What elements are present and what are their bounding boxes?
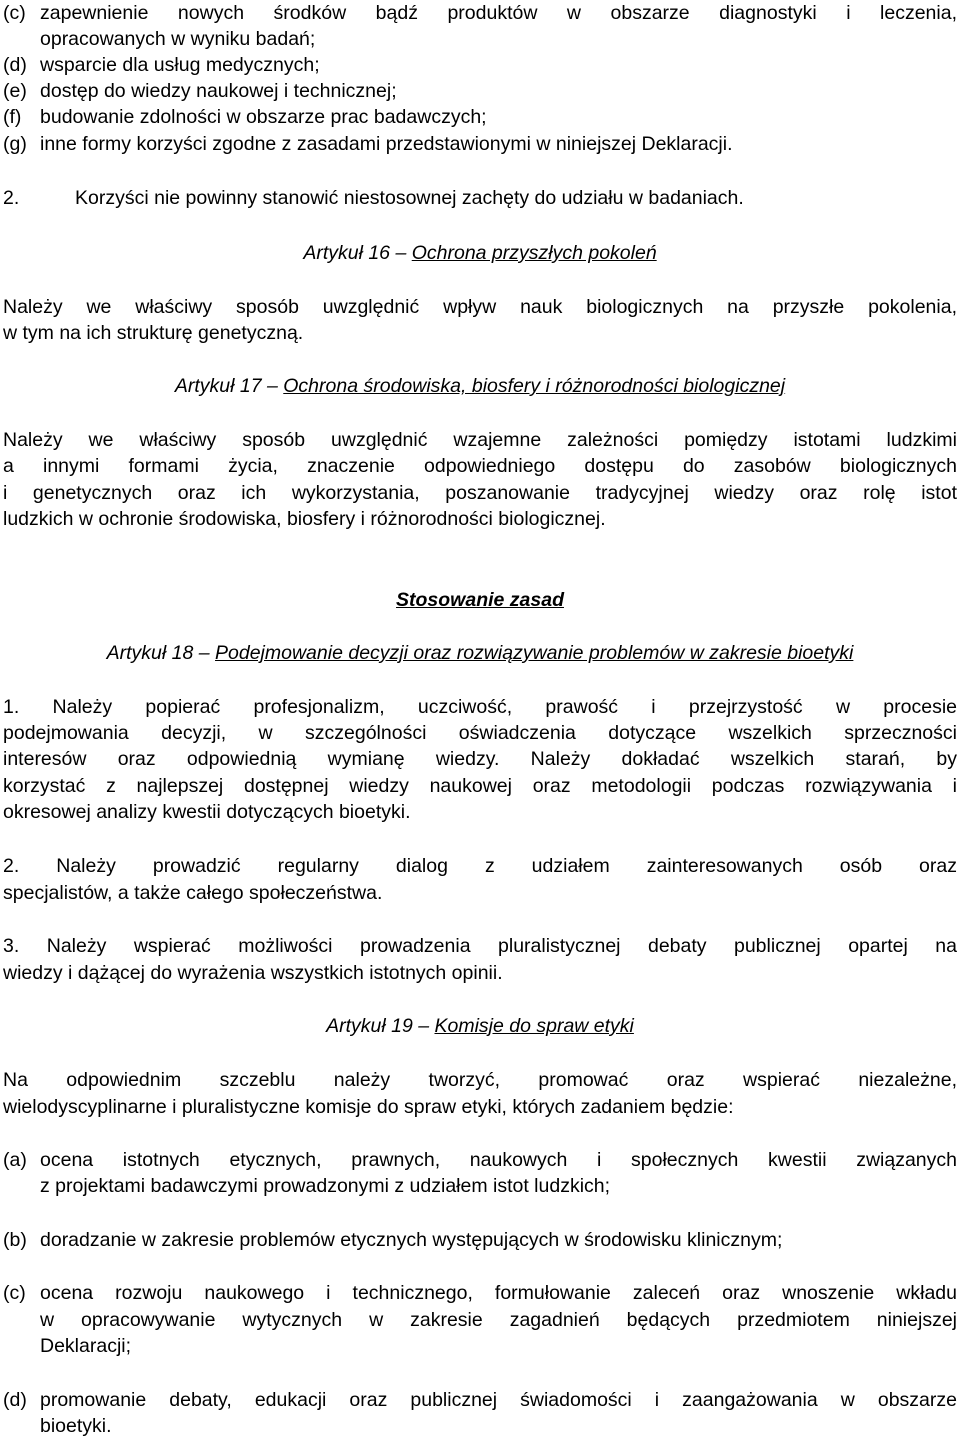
list-item-line: doradzanie w zakresie problemów etycznych występujących w środowisku klinicznym;	[40, 1229, 783, 1251]
article-title: Ochrona przyszłych pokoleń	[411, 242, 657, 264]
article-number: Artykuł 19	[326, 1015, 413, 1037]
list-label: (f)	[3, 106, 22, 128]
list-item-line: budowanie zdolności w obszarze prac badawczych;	[40, 106, 487, 128]
list-label: (d)	[3, 1389, 27, 1411]
list-item-line: wsparcie dla usług medycznych;	[40, 54, 320, 76]
article-18-p1-line: 1. Należy popierać profesjonalizm, uczciwość, prawość i przejrzystość w procesie	[3, 696, 957, 718]
list-label: (g)	[3, 133, 27, 155]
article-dash: –	[390, 242, 412, 264]
article-17-body-line: a innymi formami życia, znaczenie odpowiedniego dostępu do zasobów biologicznych	[3, 455, 957, 477]
article-18-p3-line: wiedzy i dążącej do wyrażenia wszystkich istotnych opinii.	[3, 962, 503, 984]
article-18-p1-line: korzystać z najlepszej dostępnej wiedzy naukowej oraz metodologii podczas rozwiązywania i	[3, 775, 957, 797]
section-title: Stosowanie zasad	[396, 589, 564, 611]
article-18-p1-line: okresowej analizy kwestii dotyczących bioetyki.	[3, 801, 411, 823]
article-17-body-line: Należy we właściwy sposób uwzględnić wzajemne zależności pomiędzy istotami ludzkimi	[3, 429, 957, 451]
article-16-heading	[0, 240, 960, 266]
article-18-p3-line: 3. Należy wspierać możliwości prowadzenia pluralistycznej debaty publicznej opartej na	[3, 935, 957, 957]
list-item-line: promowanie debaty, edukacji oraz publicznej świadomości i zaangażowania w obszarze	[40, 1389, 957, 1411]
article-title: Ochrona środowiska, biosfery i różnorodności biologicznej	[283, 375, 786, 397]
list-label: (e)	[3, 80, 27, 102]
list-item-line: z projektami badawczymi prowadzonymi z udziałem istot ludzkich;	[40, 1175, 611, 1197]
article-17-body-line: ludzkich w ochronie środowiska, biosfery i różnorodności biologicznej.	[3, 508, 606, 530]
article-18-p2-line: specjalistów, a także całego społeczeństwa.	[3, 882, 383, 904]
article-17-heading	[0, 373, 960, 399]
list-item-line: inne formy korzyści zgodne z zasadami przedstawionymi w niniejszej Deklaracji.	[40, 133, 733, 155]
list-item-line: bioetyki.	[40, 1415, 112, 1437]
list-item-line: ocena istotnych etycznych, prawnych, naukowych i społecznych kwestii związanych	[40, 1149, 957, 1171]
article-dash: –	[193, 642, 216, 664]
list-label: (b)	[3, 1229, 27, 1251]
list-item-line: dostęp do wiedzy naukowej i technicznej;	[40, 80, 397, 102]
list-item-line: Deklaracji;	[40, 1335, 132, 1357]
list-label: (c)	[3, 1282, 26, 1304]
article-18-p2-line: 2. Należy prowadzić regularny dialog z udziałem zainteresowanych osób oraz	[3, 855, 957, 877]
article-17-body-line: i genetycznych oraz ich wykorzystania, poszanowanie tradycyjnej wiedzy oraz rolę istot	[3, 482, 957, 504]
article-19-intro-line: Na odpowiednim szczeblu należy tworzyć, promować oraz wspierać niezależne,	[3, 1069, 957, 1091]
article-18-p1-line: podejmowania decyzji, w szczególności oświadczenia dotyczące wszelkich sprzeczności	[3, 722, 957, 744]
article-18-p1-line: interesów oraz odpowiednią wymianę wiedzy. Należy dokładać wszelkich starań, by	[3, 748, 957, 770]
article-18-heading	[0, 640, 960, 666]
list-item-line: w opracowywanie wytycznych w zakresie zagadnień będących przedmiotem niniejszej	[40, 1309, 957, 1331]
list-label: (d)	[3, 54, 27, 76]
article-16-body-line: w tym na ich strukturę genetyczną.	[3, 322, 304, 344]
list-label: (c)	[3, 2, 26, 24]
point-number: 2.	[3, 187, 20, 209]
article-title: Komisje do spraw etyki	[434, 1015, 634, 1037]
article-title: Podejmowanie decyzji oraz rozwiązywanie problemów w zakresie bioetyki	[215, 642, 854, 664]
article-dash: –	[261, 375, 284, 397]
article-19-intro-line: wielodyscyplinarne i pluralistyczne komisje do spraw etyki, których zadaniem będzie:	[3, 1096, 734, 1118]
article-19-heading	[0, 1013, 960, 1039]
article-number: Artykuł 17	[174, 375, 262, 397]
article-number: Artykuł 18	[106, 642, 194, 664]
point-text: Korzyści nie powinny stanowić niestosownej zachęty do udziału w badaniach.	[75, 187, 744, 209]
article-number: Artykuł 16	[303, 242, 391, 264]
article-dash: –	[412, 1015, 435, 1037]
list-label: (a)	[3, 1149, 27, 1171]
list-item-line: ocena rozwoju naukowego i technicznego, formułowanie zaleceń oraz wnoszenie wkładu	[40, 1282, 957, 1304]
list-item-line: opracowanych w wyniku badań;	[40, 28, 316, 50]
list-item-line: zapewnienie nowych środków bądź produktów w obszarze diagnostyki i leczenia,	[40, 2, 957, 24]
article-16-body-line: Należy we właściwy sposób uwzględnić wpływ nauk biologicznych na przyszłe pokolenia,	[3, 296, 957, 318]
